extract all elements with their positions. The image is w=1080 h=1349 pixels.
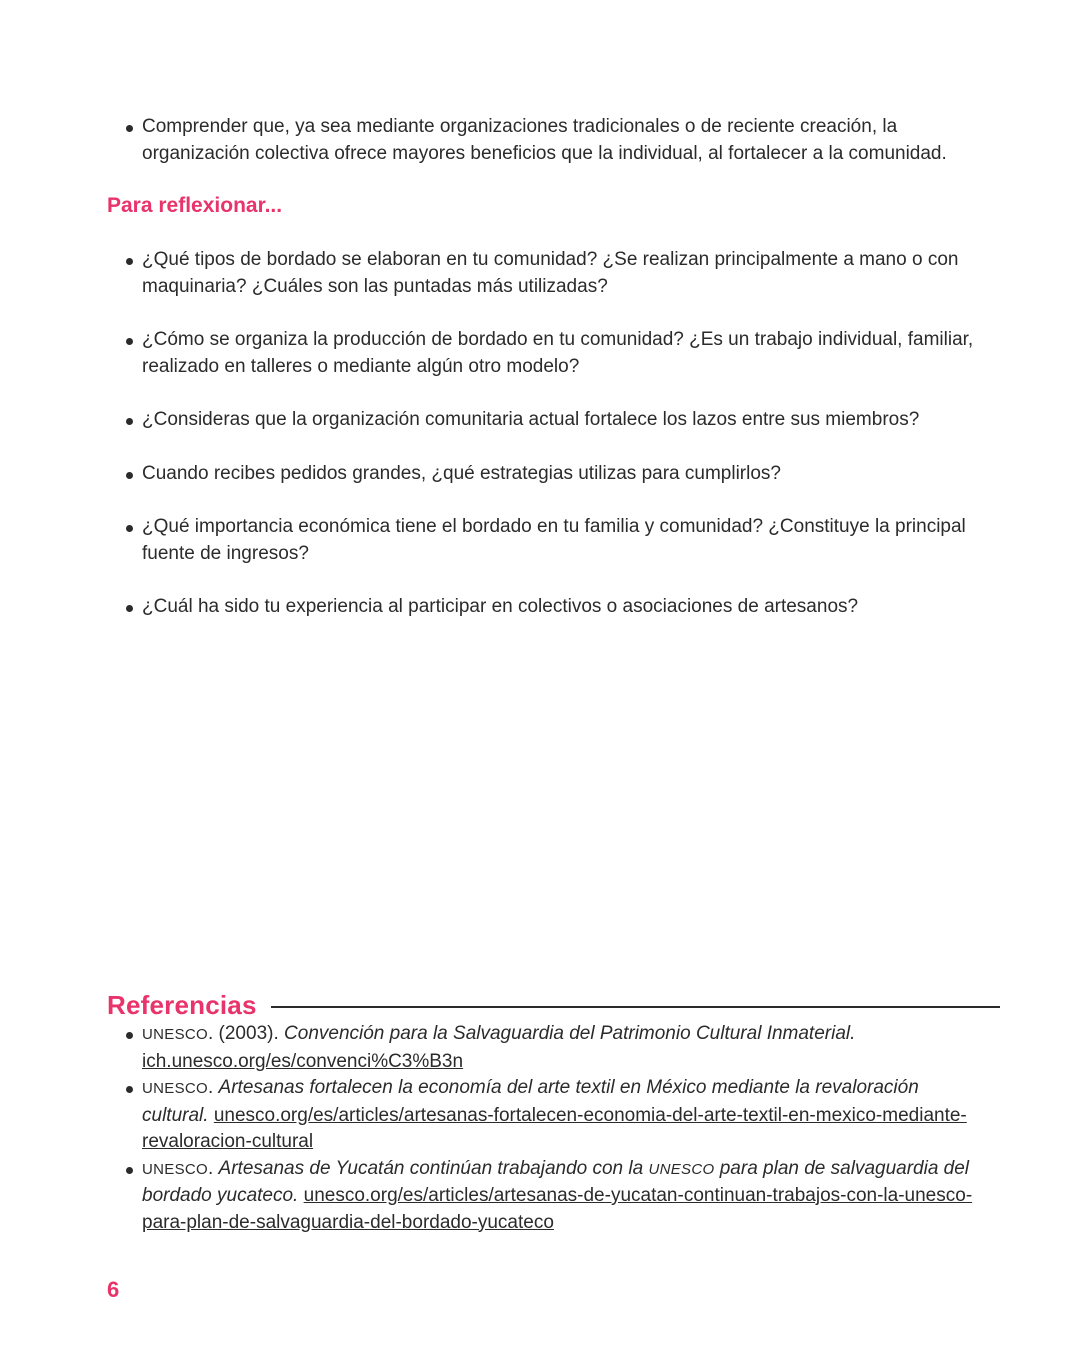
- reference-link[interactable]: unesco.org/es/articles/artesanas-de-yucatan-continuan-trabajos-con-la-unesco-para-plan-de-salvaguardia-del-bordado-yucateco: [142, 1185, 973, 1233]
- reflect-item: ¿Consideras que la organización comunitaria actual fortalece los lazos entre sus miembros?: [107, 407, 1007, 434]
- reference-author: UNESCO: [142, 1026, 208, 1043]
- reflect-item: ¿Cuál ha sido tu experiencia al participar en colectivos o asociaciones de artesanos?: [107, 594, 1007, 621]
- reflect-item: ¿Qué importancia económica tiene el bordado en tu familia y comunidad? ¿Constituye la principal fuente de ingresos?: [107, 514, 1007, 567]
- reference-author: UNESCO: [142, 1160, 208, 1178]
- reference-item: [107, 1021, 987, 1075]
- reference-link[interactable]: ich.unesco.org/es/convenci%C3%B3n: [142, 1050, 464, 1072]
- reflect-heading: Para reflexionar...: [107, 194, 283, 217]
- reference-title: Artesanas fortalecen la economía del arte textil en México mediante la revaloración cultural.: [142, 1077, 919, 1126]
- reference-title: para plan de salvaguardia del bordado yucateco.: [142, 1157, 970, 1206]
- reference-item: [107, 1075, 987, 1156]
- reference-year: .: [207, 1157, 219, 1179]
- page-number: 6: [107, 1277, 120, 1302]
- reference-title: Artesanas de Yucatán continúan trabajando con la: [218, 1157, 649, 1179]
- reflect-item: ¿Qué tipos de bordado se elaboran en tu comunidad? ¿Se realizan principalmente a mano o con maquinaria? ¿Cuáles son las puntadas más utilizadas?: [107, 247, 1007, 300]
- reference-year: .: [207, 1077, 219, 1098]
- intro-list: [107, 114, 1007, 167]
- references-divider: [271, 1006, 1000, 1008]
- reference-year: . (2003).: [207, 1023, 285, 1044]
- reference-title-org: UNESCO: [648, 1160, 715, 1178]
- references-header: [107, 990, 1000, 1024]
- reference-author: UNESCO: [142, 1080, 208, 1097]
- reflect-item: Cuando recibes pedidos grandes, ¿qué estrategias utilizas para cumplirlos?: [107, 461, 1007, 488]
- intro-item: Comprender que, ya sea mediante organizaciones tradicionales o de reciente creación, la organización colectiva ofrece mayores beneficios que la individual, al fortalecer a la comunidad.: [107, 114, 1007, 167]
- references-list: [107, 1021, 987, 1236]
- references-title: Referencias: [107, 990, 257, 1020]
- reference-item: [107, 1156, 987, 1237]
- reflect-list: [107, 247, 1007, 648]
- reflect-item: ¿Cómo se organiza la producción de bordado en tu comunidad? ¿Es un trabajo individual, familiar, realizado en talleres o mediante algún otro modelo?: [107, 327, 1007, 380]
- reference-link[interactable]: unesco.org/es/articles/artesanas-fortalecen-economia-del-arte-textil-en-mexico-mediante-revaloracion-cultural: [142, 1104, 967, 1152]
- reference-title: Convención para la Salvaguardia del Patrimonio Cultural Inmaterial.: [284, 1023, 856, 1044]
